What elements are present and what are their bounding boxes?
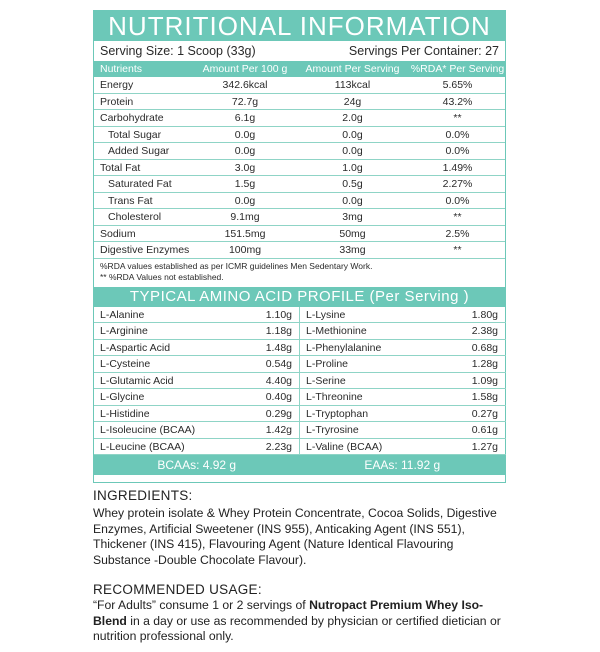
amino-value: 2.38g	[471, 325, 498, 337]
rda-value: **	[453, 112, 462, 124]
rda-value: 0.0%	[445, 145, 470, 157]
nutrition-row	[94, 127, 505, 144]
amino-value: 1.10g	[265, 308, 292, 321]
amino-value: 1.48g	[265, 341, 292, 354]
amino-row	[300, 389, 506, 406]
amount-per-100g: 0.0g	[234, 128, 256, 141]
amount-per-100g: 72.7g	[231, 95, 259, 108]
nutrition-row	[94, 143, 505, 160]
nutrition-table-body	[94, 77, 505, 259]
amino-row	[94, 340, 299, 357]
amount-per-serving: 24g	[343, 95, 362, 108]
amount-per-100g: 151.5mg	[224, 227, 266, 240]
header-rda: %RDA* Per Serving	[410, 63, 505, 75]
amino-name: L-Cysteine	[100, 358, 151, 370]
nutrient-name: Added Sugar	[108, 145, 170, 157]
amino-name: L-Tryptophan	[306, 407, 369, 420]
nutrition-row	[94, 242, 505, 259]
amino-name: L-Leucine (BCAA)	[100, 440, 185, 453]
amino-title: TYPICAL AMINO ACID PROFILE (Per Serving )	[94, 287, 505, 307]
nutrition-row	[94, 77, 505, 94]
amino-value: 0.68g	[471, 341, 498, 354]
amino-value: 0.54g	[265, 358, 292, 370]
amount-per-serving: 0.0g	[342, 145, 363, 157]
amino-name: L-Valine (BCAA)	[306, 440, 383, 453]
rda-value: 0.0%	[445, 194, 470, 207]
amino-value: 0.40g	[265, 391, 292, 403]
amino-table	[94, 307, 505, 456]
amount-per-serving: 0.0g	[342, 128, 363, 141]
nutrient-name: Sodium	[100, 227, 136, 240]
nutrient-name: Energy	[100, 79, 134, 91]
amino-value: 1.80g	[471, 308, 498, 321]
rda-note: %RDA values established as per ICMR guidelines Men Sedentary Work.	[100, 260, 373, 271]
amount-per-100g: 1.5g	[234, 178, 256, 190]
rda-value: 0.0%	[445, 128, 470, 141]
amino-value: 4.40g	[265, 374, 292, 387]
amino-name: L-Aspartic Acid	[100, 341, 171, 354]
amino-value: 1.58g	[471, 391, 498, 403]
amino-value: 2.23g	[265, 440, 292, 453]
amino-name: L-Arginine	[100, 325, 148, 337]
amount-per-serving: 33mg	[339, 244, 366, 256]
amino-name: L-Serine	[306, 374, 346, 387]
nutrient-name: Total Sugar	[108, 128, 162, 141]
nutrient-name: Total Fat	[100, 161, 141, 174]
amino-value: 1.18g	[265, 325, 292, 337]
amino-row	[94, 389, 299, 406]
amount-per-serving: 3mg	[342, 211, 363, 223]
amino-value: 1.42g	[265, 424, 292, 436]
amino-name: L-Isoleucine (BCAA)	[100, 424, 196, 436]
amino-row	[94, 307, 299, 324]
amino-name: L-Methionine	[306, 325, 367, 337]
rda-value: **	[453, 211, 462, 223]
amount-per-100g: 0.0g	[234, 194, 256, 207]
amino-row	[94, 356, 299, 373]
amino-value: 1.27g	[471, 440, 498, 453]
amount-per-100g: 9.1mg	[230, 211, 260, 223]
amount-per-serving: 0.5g	[342, 178, 363, 190]
nutrient-name: Saturated Fat	[108, 178, 172, 190]
nutrition-row	[94, 193, 505, 210]
amino-row	[300, 340, 506, 357]
amino-row	[300, 307, 506, 324]
bcaa-total: BCAAs: 4.92 g	[157, 458, 237, 472]
rda-notes	[94, 259, 505, 283]
nutrition-row	[94, 160, 505, 177]
amount-per-serving: 1.0g	[342, 161, 363, 174]
amino-value: 1.28g	[471, 358, 498, 370]
ingredients-text: Whey protein isolate & Whey Protein Concentrate, Cocoa Solids, Digestive Enzymes, Artificial Sweetener (INS 955), Anticaking Agent (INS 551), Thickener (INS 415), Flavouring Agent (Nature Identical Flavouring Substance -Double Chocolate Flavour).	[93, 506, 497, 567]
nutrient-name: Trans Fat	[108, 194, 153, 207]
panel-title: NUTRITIONAL INFORMATION	[94, 11, 505, 41]
amino-row	[300, 356, 506, 373]
amino-value: 0.61g	[471, 424, 498, 436]
serving-info	[94, 41, 505, 62]
rda-value: 5.65%	[442, 79, 473, 91]
header-nutrients: Nutrients	[100, 63, 143, 75]
nutrition-row	[94, 209, 505, 226]
nutrition-row	[94, 226, 505, 243]
amino-name: L-Lysine	[306, 308, 346, 321]
amino-column-right	[300, 307, 506, 456]
rda-value: 1.49%	[442, 161, 473, 174]
amount-per-serving: 0.0g	[342, 194, 363, 207]
header-per-100g: Amount Per 100 g	[202, 63, 288, 75]
serving-size: Serving Size: 1 Scoop (33g)	[100, 44, 256, 58]
usage-pre: “For Adults” consume 1 or 2 servings of	[93, 598, 310, 612]
amino-row	[300, 422, 506, 439]
rda-value: 2.27%	[442, 178, 473, 190]
amino-name: L-Glycine	[100, 391, 145, 403]
amino-row	[94, 406, 299, 423]
amino-column-left	[94, 307, 300, 456]
amino-value: 1.09g	[471, 374, 498, 387]
amount-per-serving: 2.0g	[342, 112, 363, 124]
amino-row	[94, 373, 299, 390]
amino-name: L-Threonine	[306, 391, 363, 403]
rda-value: **	[453, 244, 462, 256]
ingredients-heading: INGREDIENTS:	[93, 488, 193, 503]
amount-per-100g: 342.6kcal	[222, 79, 268, 91]
amino-row	[300, 406, 506, 423]
amount-per-100g: 6.1g	[234, 112, 256, 124]
amount-per-serving: 50mg	[339, 227, 366, 240]
nutrition-row	[94, 176, 505, 193]
amino-row	[94, 422, 299, 439]
rda-value: 43.2%	[442, 95, 473, 108]
amino-name: L-Histidine	[100, 407, 150, 420]
servings-per-container: Servings Per Container: 27	[348, 44, 499, 58]
nutrition-row	[94, 94, 505, 111]
nutrient-name: Protein	[100, 95, 134, 108]
amount-per-100g: 100mg	[228, 244, 262, 256]
amino-row	[94, 323, 299, 340]
amino-totals	[94, 455, 505, 475]
amount-per-100g: 3.0g	[234, 161, 256, 174]
eaa-total: EAAs: 11.92 g	[364, 458, 441, 472]
nutrient-name: Carbohydrate	[100, 112, 164, 124]
amino-name: L-Phenylalanine	[306, 341, 382, 354]
amino-row	[300, 439, 506, 456]
amount-per-100g: 0.0g	[234, 145, 256, 157]
rda-value: 2.5%	[445, 227, 470, 240]
nutrition-table-header	[94, 62, 505, 77]
amino-value: 0.27g	[471, 407, 498, 420]
amino-row	[300, 323, 506, 340]
amino-row	[94, 439, 299, 456]
amino-name: L-Proline	[306, 358, 349, 370]
nutrition-panel	[93, 10, 506, 483]
nutrition-row	[94, 110, 505, 127]
usage-brand: Nutropact Premium Whey Iso-Blend	[93, 598, 484, 628]
nutrient-name: Digestive Enzymes	[100, 244, 190, 256]
nutrient-name: Cholesterol	[108, 211, 162, 223]
amino-name: L-Tryrosine	[306, 424, 359, 436]
usage-heading: RECOMMENDED USAGE:	[93, 582, 262, 597]
header-per-serving: Amount Per Serving	[305, 63, 400, 75]
amino-row	[300, 373, 506, 390]
amino-name: L-Alanine	[100, 308, 145, 321]
amino-name: L-Glutamic Acid	[100, 374, 174, 387]
rda-note: ** %RDA Values not established.	[100, 271, 224, 282]
usage-post: in a day or use as recommended by physician or certified dietician or nutrition professional only.	[93, 613, 501, 643]
amount-per-serving: 113kcal	[334, 79, 371, 91]
usage-text	[93, 598, 513, 645]
amino-value: 0.29g	[265, 407, 292, 420]
